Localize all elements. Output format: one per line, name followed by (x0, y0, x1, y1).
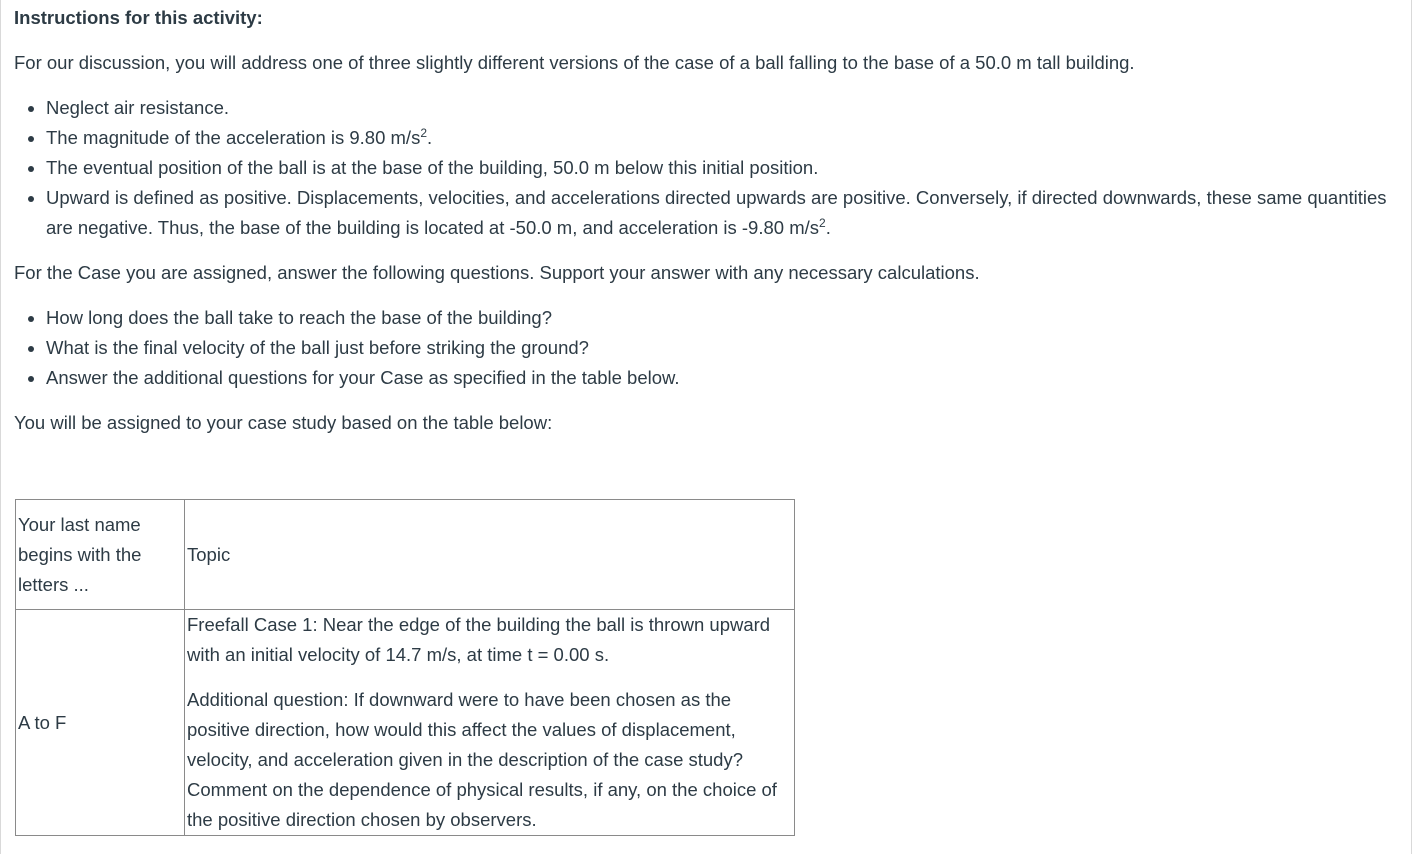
question-item: • What is the final velocity of the ball just before striking the ground? (46, 333, 1399, 363)
header-last-name: Your last name begins with the letters ... (16, 500, 185, 610)
superscript: 2 (420, 126, 428, 140)
assumption-item (46, 183, 1399, 243)
question-item: • Answer the additional questions for your Case as specified in the table below. (46, 363, 1399, 393)
table-header-row (16, 500, 795, 610)
table-row (16, 610, 795, 836)
assumption-text: The eventual position of the ball is at the base of the building, 50.0 m below this initial position. (46, 157, 819, 178)
intro-paragraph: For our discussion, you will address one of three slightly different versions of the case of a ball falling to the base of a 50.0 m tall building. (14, 52, 1135, 73)
assumption-item (46, 123, 1399, 153)
row-topic (185, 610, 795, 836)
question-item: • How long does the ball take to reach the base of the building? (46, 303, 1399, 333)
period: . (427, 127, 433, 148)
task-intro-paragraph: For the Case you are assigned, answer the following questions. Support your answer with any necessary calculations. (14, 262, 980, 283)
assumption-item (46, 153, 1399, 183)
assumption-text: Upward is defined as positive. Displacements, velocities, and accelerations directed upwards are positive. Conversely, if directed downwards, these same quantities are negative. Thus, the base of the building is located at -50.0 m, and acceleration is -9.80 m/s (46, 187, 1387, 238)
instructions-content (14, 3, 1399, 438)
case-table (15, 499, 795, 836)
instructions-heading: Instructions for this activity: (14, 7, 263, 28)
row-letters: A to F (16, 610, 185, 836)
assignment-note: You will be assigned to your case study based on the table below: (14, 412, 553, 433)
superscript: 2 (819, 216, 826, 230)
questions-list (14, 303, 1399, 393)
additional-question: Additional question: If downward were to have been chosen as the positive direction, how would this affect the values of displacement, velocity, and acceleration given in the description of the case study? Comment on the dependence of physical results, if any, on the choice of the positive direction chosen by observers. (187, 689, 777, 830)
assumption-text: The magnitude of the acceleration is 9.80 m/s (46, 127, 421, 148)
assumption-text: Neglect air resistance. (46, 97, 230, 118)
assumption-item (46, 93, 1399, 123)
header-topic: Topic (185, 500, 795, 610)
assumptions-list (14, 93, 1399, 243)
case-description: Freefall Case 1: Near the edge of the building the ball is thrown upward with an initial velocity of 14.7 m/s, at time t = 0.00 s. (187, 614, 771, 665)
period: . (825, 217, 831, 238)
